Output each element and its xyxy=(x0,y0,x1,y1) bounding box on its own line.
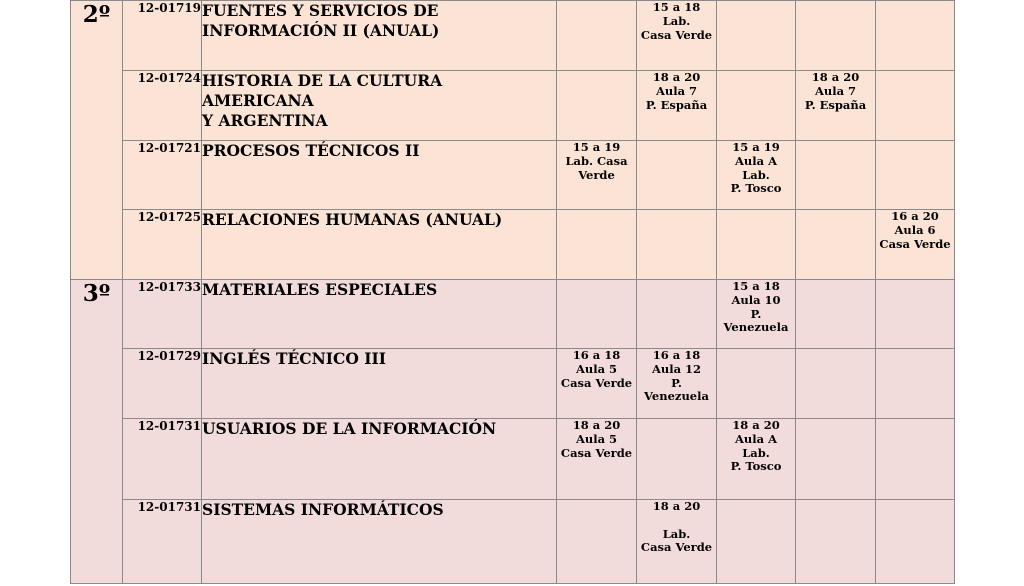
course-code: 12-01725 xyxy=(123,210,202,280)
course-row xyxy=(71,419,955,500)
schedule-slot: 15 a 18 Aula 10 P. Venezuela xyxy=(717,280,796,349)
schedule-slot: 15 a 19 Aula A Lab. P. Tosco xyxy=(717,141,796,210)
schedule-table xyxy=(70,0,955,584)
course-code: 12-01731 xyxy=(123,500,202,584)
schedule-slot xyxy=(796,210,876,280)
schedule-slot xyxy=(796,419,876,500)
year-label: 2º xyxy=(71,1,123,280)
course-name: PROCESOS TÉCNICOS II xyxy=(202,141,557,210)
schedule-slot xyxy=(717,71,796,141)
course-name: SISTEMAS INFORMÁTICOS xyxy=(202,500,557,584)
schedule-slot xyxy=(796,500,876,584)
schedule-slot: 18 a 20 Aula 5 Casa Verde xyxy=(557,419,637,500)
schedule-slot xyxy=(557,1,637,71)
schedule-slot xyxy=(796,280,876,349)
schedule-slot xyxy=(876,280,955,349)
schedule-slot xyxy=(876,1,955,71)
course-row xyxy=(71,210,955,280)
schedule-slot: 15 a 19 Lab. Casa Verde xyxy=(557,141,637,210)
schedule-slot xyxy=(796,1,876,71)
course-name: MATERIALES ESPECIALES xyxy=(202,280,557,349)
schedule-slot: 18 a 20 Aula 7 P. España xyxy=(637,71,717,141)
course-code: 12-01724 xyxy=(123,71,202,141)
schedule-slot: 16 a 18 Aula 5 Casa Verde xyxy=(557,349,637,419)
schedule-slot xyxy=(557,210,637,280)
course-row xyxy=(71,349,955,419)
schedule-slot xyxy=(876,141,955,210)
schedule-slot: 18 a 20 Aula 7 P. España xyxy=(796,71,876,141)
schedule-slot xyxy=(876,71,955,141)
schedule-slot xyxy=(876,349,955,419)
course-code: 12-01719 xyxy=(123,1,202,71)
course-name: RELACIONES HUMANAS (ANUAL) xyxy=(202,210,557,280)
schedule-slot: 18 a 20 Aula A Lab. P. Tosco xyxy=(717,419,796,500)
schedule-slot: 18 a 20 Lab. Casa Verde xyxy=(637,500,717,584)
schedule-slot xyxy=(717,349,796,419)
course-name: USUARIOS DE LA INFORMACIÓN xyxy=(202,419,557,500)
course-row xyxy=(71,280,955,349)
schedule-slot xyxy=(637,419,717,500)
course-row xyxy=(71,141,955,210)
course-name: INGLÉS TÉCNICO III xyxy=(202,349,557,419)
schedule-slot: 15 a 18 Lab. Casa Verde xyxy=(637,1,717,71)
schedule-slot xyxy=(717,500,796,584)
course-code: 12-01733 xyxy=(123,280,202,349)
schedule-slot xyxy=(717,210,796,280)
course-row xyxy=(71,1,955,71)
schedule-slot: 16 a 20 Aula 6 Casa Verde xyxy=(876,210,955,280)
course-name: HISTORIA DE LA CULTURA AMERICANA Y ARGENTINA xyxy=(202,71,557,141)
schedule-slot xyxy=(876,419,955,500)
course-code: 12-01729 xyxy=(123,349,202,419)
schedule-slot xyxy=(717,1,796,71)
schedule-slot xyxy=(637,210,717,280)
course-name: FUENTES Y SERVICIOS DE INFORMACIÓN II (ANUAL) xyxy=(202,1,557,71)
course-row xyxy=(71,500,955,584)
schedule-slot xyxy=(796,141,876,210)
schedule-slot xyxy=(637,280,717,349)
schedule-slot xyxy=(557,71,637,141)
course-code: 12-01721 xyxy=(123,141,202,210)
schedule-slot xyxy=(876,500,955,584)
course-row xyxy=(71,71,955,141)
schedule-slot: 16 a 18 Aula 12 P. Venezuela xyxy=(637,349,717,419)
schedule-slot xyxy=(557,500,637,584)
course-code: 12-01731 xyxy=(123,419,202,500)
schedule-slot xyxy=(557,280,637,349)
schedule-slot xyxy=(637,141,717,210)
schedule-body xyxy=(71,1,955,584)
year-label: 3º xyxy=(71,280,123,584)
schedule-slot xyxy=(796,349,876,419)
